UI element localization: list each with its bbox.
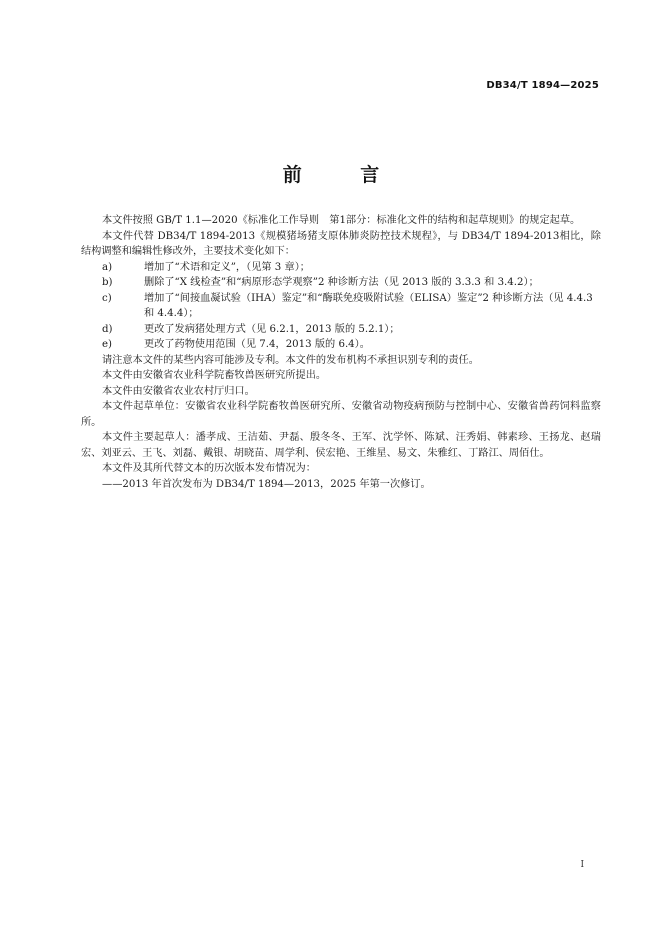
list-item — [81, 275, 601, 291]
list-text: 增加了“术语和定义”，（见第 3 章）； — [144, 261, 310, 273]
list-item — [81, 260, 601, 276]
list-item — [81, 337, 601, 353]
list-marker: a) — [102, 261, 113, 273]
paragraph-drafters: 本文件主要起草人：潘孝成、王洁茹、尹磊、殷冬冬、王军、沈学怀、陈斌、汪秀娟、韩素珍、王扬龙、赵瑞宏、刘亚云、王飞、刘磊、戴银、胡晓苗、周学利、侯宏艳、王维星、易文、朱雅红、丁路江、周佰仕。 — [81, 432, 601, 459]
list-text: 删除了“X 线检查”和“病原形态学观察”2 种诊断方法（见 2013 版的 3.3.3 和 3.4.2）； — [144, 277, 539, 288]
list-marker: e) — [102, 339, 113, 350]
paragraph-drafting-units: 本文件起草单位：安徽省农业科学院畜牧兽医研究所、安徽省动物疫病预防与控制中心、安徽省兽药饲料监察所。 — [81, 401, 601, 428]
paragraph-history-item: ——2013 年首次发布为 DB34/T 1894—2013，2025 年第一次修订。 — [102, 478, 431, 490]
list-marker: d) — [102, 323, 113, 335]
list-marker: b) — [102, 277, 113, 288]
list-text: 更改了药物使用范围（见 7.4，2013 版的 6.4）。 — [144, 339, 370, 350]
list-marker: c) — [102, 292, 112, 304]
page-number: I — [580, 860, 584, 870]
list-text: 增加了“间接血凝试验（IHA）鉴定”和“酶联免疫吸附试验（ELISA）鉴定”2 种诊断方法（见 4.4.3 和 4.4.4）； — [144, 292, 593, 319]
list-item — [81, 291, 601, 322]
paragraph-history-intro: 本文件及其所代替文本的历次版本发布情况为： — [102, 463, 316, 474]
page-title: 前 言 — [282, 164, 406, 186]
paragraph-drafting-basis: 本文件按照 GB/T 1.1—2020《标准化工作导则 第1部分：标准化文件的结构和起草规则》的规定起草。 — [102, 215, 581, 226]
paragraph-centralized: 本文件由安徽省农业农村厅归口。 — [102, 385, 255, 397]
document-code: DB34/T 1894—2025 — [486, 80, 599, 91]
paragraph-replacement: 本文件代替 DB34/T 1894-2013《规模猪场猪支原体肺炎防控技术规程》，与 DB34/T 1894-2013相比，除结构调整和编辑性修改外，主要技术变化如下： — [81, 230, 601, 257]
list-item — [81, 322, 601, 338]
paragraph-proposer: 本文件由安徽省农业科学院畜牧兽医研究所提出。 — [102, 370, 327, 381]
list-text: 更改了发病猪处理方式（见 6.2.1，2013 版的 5.2.1）； — [144, 323, 400, 335]
foreword-body — [81, 213, 601, 492]
paragraph-patent-notice: 请注意本文件的某些内容可能涉及专利。本文件的发布机构不承担识别专利的责任。 — [102, 354, 479, 366]
